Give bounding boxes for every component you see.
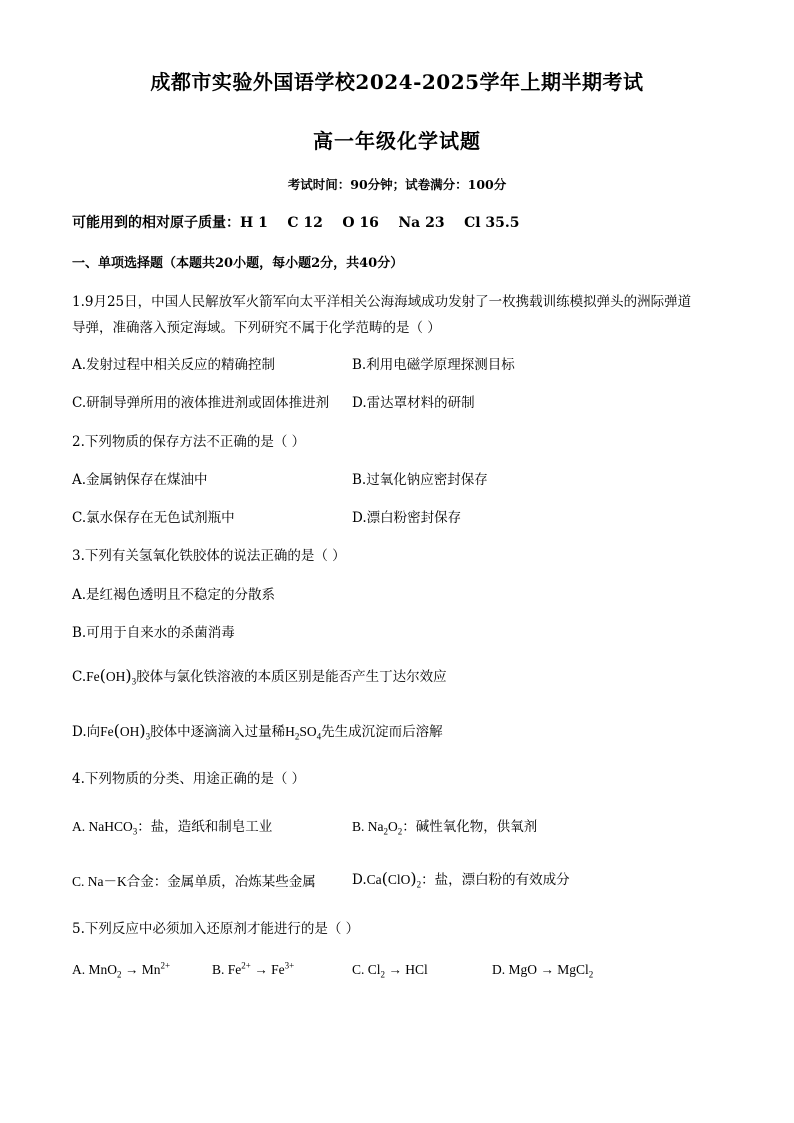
atomic-masses: 可能用到的相对原子质量：H 1 C 12 O 16 Na 23 Cl 35.5 [72,215,520,231]
q3-d-acid-so-sub: 4 [316,731,322,742]
q4-a-prefix: A. NaHCO [72,819,133,834]
q5-b-sup2: 3+ [284,960,295,971]
q3-c-formula-sub: 3 [131,676,137,687]
q1-stem-line1: 1.9月25日，中国人民解放军火箭军向太平洋相关公海海域成功发射了一枚携载训练模拟弹头的洲际弹道 [72,294,692,310]
q3-c-formula-group: OH [105,669,126,684]
q4-b-prefix: B. Na [352,819,384,834]
q3-d-formula-group: OH [119,724,140,739]
q4-option-b [352,815,537,835]
q3-option-b: B.可用于自来水的杀菌消毒 [72,625,235,641]
q4-a-sub: 3 [132,826,138,837]
q3-d-acid-h-sub: 2 [294,731,300,742]
q3-d-acid-so: SO [299,724,317,739]
q4-d-formula-sub: 2 [416,879,422,890]
q5-a-sup: 2+ [160,960,171,971]
q2-option-c: C.氯水保存在无色试剂瓶中 [72,510,235,526]
q4-b-sub1: 2 [383,826,388,837]
exam-title: 成都市实验外国语学校2024-2025学年上期半期考试 [150,70,644,94]
q5-a-prefix: A. MnO [72,962,118,977]
q3-d-prefix: D.向 [72,724,101,740]
q4-a-text: ：盐，造纸和制皂工业 [137,819,273,835]
q2-option-d: D.漂白粉密封保存 [352,510,462,526]
q4-c-prefix: C. Na－K [72,874,127,889]
q1-option-b: B.利用电磁学原理探测目标 [352,357,515,373]
q4-d-prefix: D. [352,872,367,888]
q3-option-c: $C.Fe(OH)_3$胶体与氯化铁溶液的本质区别是能否产生丁达尔效应 [72,666,447,687]
q3-c-text: 胶体与氯化铁溶液的本质区别是能否产生丁达尔效应 [136,669,447,685]
q5-c-prefix: C. Cl [352,962,381,977]
q3-d-formula-sub: 3 [145,731,151,742]
q2-stem: 2.下列物质的保存方法不正确的是（ ） [72,434,306,450]
q3-d-text2: 先生成沉淀而后溶解 [321,724,443,740]
section-heading: 一、单项选择题（本题共20小题，每小题2分，共40分） [72,256,404,271]
q3-c-prefix: C. [72,669,87,685]
exam-subtitle: 高一年级化学试题 [313,129,481,153]
q5-option-b [212,962,294,978]
q3-option-a: A.是红褐色透明且不稳定的分散系 [72,587,276,603]
q4-option-d: $D.Ca(ClO)_2$：盐，漂白粉的有效成分 [352,869,570,890]
q5-c-sub: 2 [380,969,386,980]
q5-d-prefix: D. MgO → MgCl [492,962,589,977]
q5-c-arrow: → HCl [385,962,428,977]
q1-option-c: C.研制导弹所用的液体推进剂或固体推进剂 [72,395,330,411]
q3-d-acid-h: H [285,724,295,739]
q5-b-prefix: B. Fe [212,962,242,977]
q4-stem: 4.下列物质的分类、用途正确的是（ ） [72,771,306,787]
q3-d-text1: 胶体中逐滴滴入过量稀 [150,724,286,740]
q2-option-a: A.金属钠保存在煤油中 [72,472,208,488]
q4-d-formula-main: Ca [366,872,382,887]
q3-c-formula-main: Fe [86,669,100,684]
q2-option-b: B.过氧化钠应密封保存 [352,472,488,488]
q1-stem-line2: 导弹，准确落入预定海域。下列研究不属于化学范畴的是（ ） [72,320,441,336]
q1-option-a: A.发射过程中相关反应的精确控制 [72,357,276,373]
q4-c-text: 合金：金属单质，冶炼某些金属 [126,874,316,890]
q5-option-c [352,962,428,978]
q5-stem: 5.下列反应中必须加入还原剂才能进行的是（ ） [72,921,360,937]
q4-b-sub2: 2 [397,826,403,837]
q4-b-text: ：碱性氧化物，供氧剂 [402,819,538,835]
q1-option-d: D.雷达罩材料的研制 [352,395,475,411]
q4-option-c [72,870,316,890]
q5-d-sub: 2 [588,969,594,980]
q5-b-sup1: 2+ [241,960,251,971]
q5-a-sub: 2 [117,969,122,980]
q5-option-d [492,962,593,978]
q5-option-a [72,962,170,978]
exam-info: 考试时间：90分钟；试卷满分：100分 [287,177,507,192]
q4-d-formula-group: ClO [387,872,411,887]
q3-d-formula-main: Fe [100,724,114,739]
q4-b-mid: O [388,819,398,834]
q5-b-arrow: → Fe [250,962,285,977]
q3-option-d: D.向$Fe(OH)_3$胶体中逐滴滴入过量稀$H_2SO_4$先生成沉淀而后溶解 [72,721,443,742]
q4-d-text: ：盐，漂白粉的有效成分 [421,872,570,888]
q4-option-a [72,815,272,835]
q5-a-arrow: → Mn [121,962,161,977]
q3-stem: 3.下列有关氢氧化铁胶体的说法正确的是（ ） [72,548,346,564]
